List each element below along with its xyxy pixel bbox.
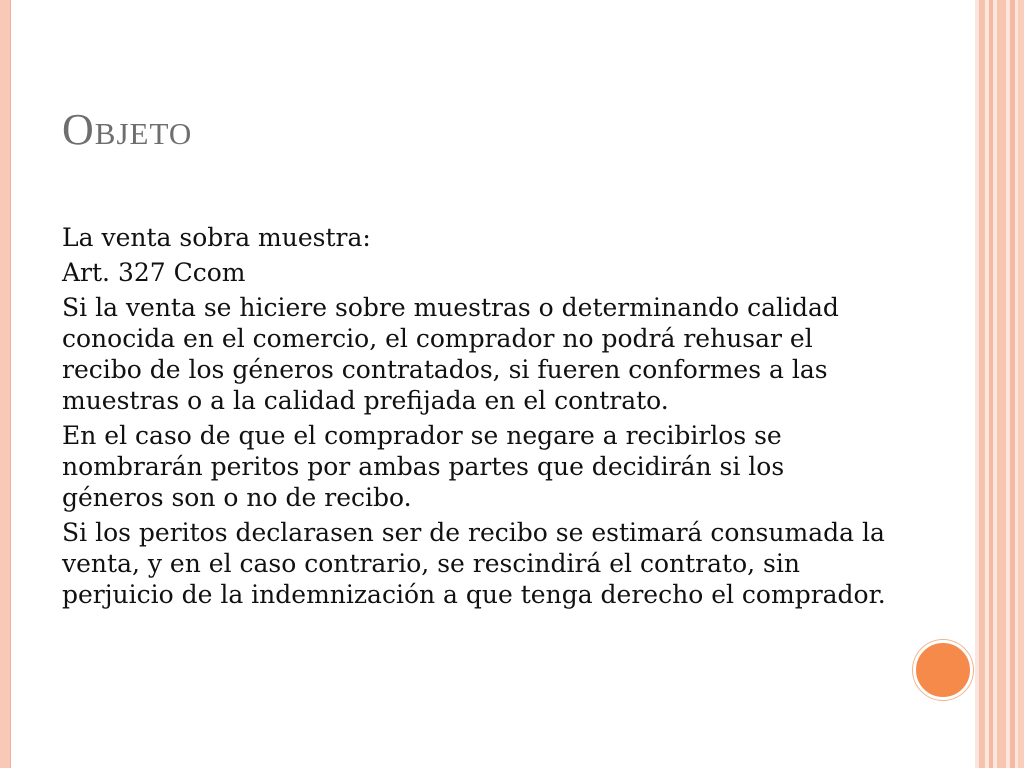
right-stripe [979, 0, 985, 768]
body-paragraph: La venta sobra muestra: [62, 223, 371, 252]
left-decorative-stripe [0, 0, 11, 768]
right-stripe [1018, 0, 1024, 768]
body-paragraph: En el caso de que el comprador se negare a recibirlos se nombrarán peritos por ambas partes que decidirán si los géneros son o no de recibo. [62, 421, 785, 512]
body-paragraph: Si la venta se hiciere sobre muestras o determinando calidad conocida en el comercio, el comprador no podrá rehusar el recibo de los géneros contratados, si fueren conformes a las muestras o a la calidad prefijada en el contrato. [62, 293, 839, 415]
right-stripe [1010, 0, 1015, 768]
body-paragraph: Si los peritos declarasen ser de recibo se estimará consumada la venta, y en el caso contrario, se rescindirá el contrato, sin perjuicio de la indemnización a que tenga derecho el comprador. [62, 518, 886, 609]
right-stripe [989, 0, 993, 768]
body-paragraph: Art. 327 Ccom [62, 258, 246, 287]
slide-title: Objeto [62, 105, 193, 154]
decorative-circle [913, 640, 973, 700]
slide-body [62, 222, 892, 614]
right-stripe [997, 0, 1006, 768]
